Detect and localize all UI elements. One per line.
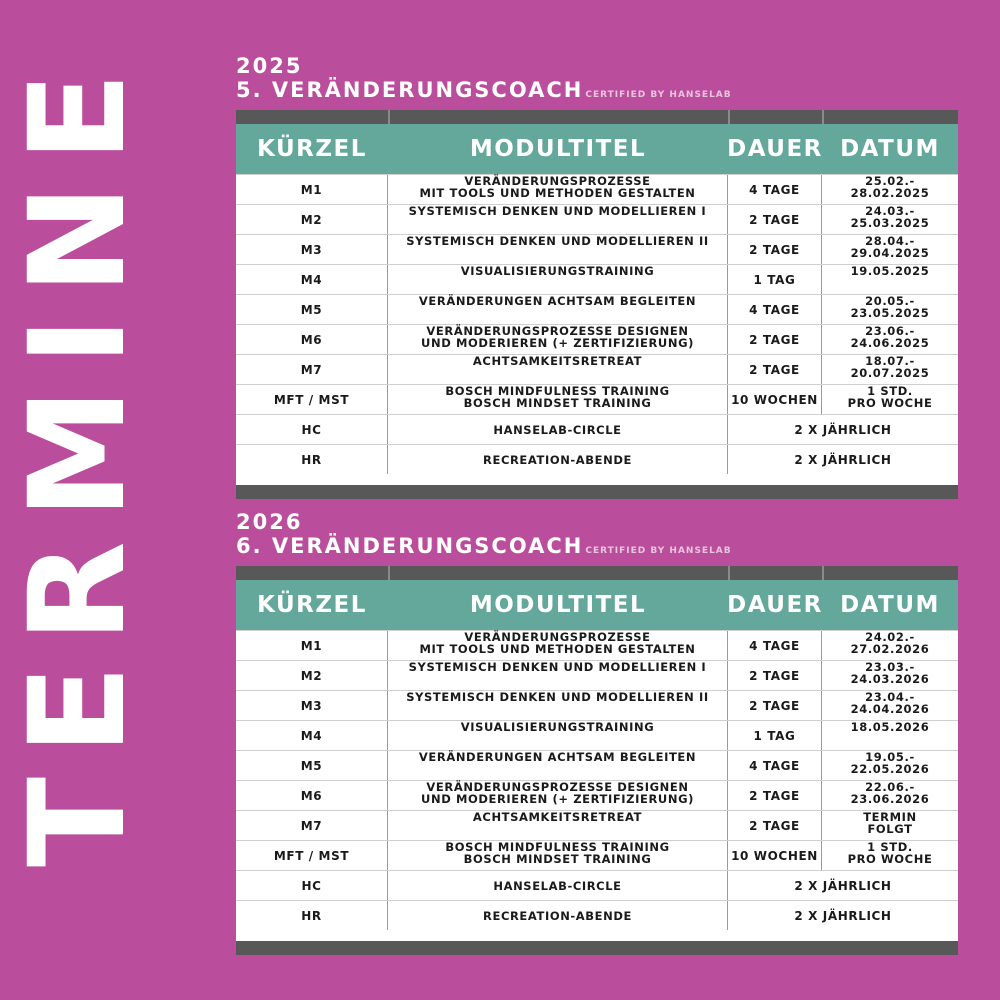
module-date (822, 205, 958, 234)
module-code: M4 (236, 265, 388, 294)
module-date-line-1: 23.03.- (865, 660, 915, 674)
table-bottom-padding (236, 474, 958, 485)
table-row (236, 444, 958, 474)
module-date-text (851, 265, 930, 294)
column-divider-tick (822, 110, 824, 124)
module-title-text (406, 235, 709, 264)
module-title-line-2: BOSCH MINDSET TRAINING (463, 852, 652, 866)
module-date (822, 385, 958, 414)
module-date-line-1: 25.02.- (865, 174, 915, 188)
module-date (822, 355, 958, 384)
side-title: TERMINE (1, 50, 155, 867)
table-top-bar (236, 566, 958, 580)
module-title (388, 175, 728, 204)
module-date-line-2: 23.06.2026 (850, 792, 930, 806)
table-row (236, 264, 958, 294)
module-date (822, 661, 958, 690)
module-title: RECREATION-ABENDE (388, 445, 728, 474)
table-row (236, 234, 958, 264)
module-date-text (851, 355, 930, 384)
module-title (388, 265, 728, 294)
table-header (236, 580, 958, 630)
module-title-line-1: BOSCH MINDFULNESS TRAINING (445, 840, 670, 854)
module-date-line-1: 20.05.- (865, 294, 915, 308)
table-row (236, 324, 958, 354)
header-modultitel: MODULTITEL (469, 136, 647, 162)
module-date-line-2: PRO WOCHE (847, 396, 933, 410)
section-year: 2025 (236, 54, 303, 78)
module-title-text (419, 175, 695, 204)
module-title (388, 295, 728, 324)
module-date-line-1: 18.07.- (865, 354, 915, 368)
module-title (388, 751, 728, 780)
module-date (822, 295, 958, 324)
module-code: HC (236, 871, 388, 900)
module-date (822, 175, 958, 204)
module-date-text (863, 811, 917, 840)
module-date-line-2: 24.04.2026 (850, 702, 930, 716)
module-title-text (419, 751, 696, 780)
module-date-line-2: 27.02.2026 (850, 642, 930, 656)
module-title-line-1: VERÄNDERUNGEN ACHTSAM BEGLEITEN (418, 294, 697, 308)
module-title-text (445, 385, 669, 414)
module-title-text (409, 661, 707, 690)
module-date-text (851, 631, 930, 660)
module-code: M6 (236, 781, 388, 810)
module-date-line-1: 23.06.- (865, 324, 915, 338)
module-date-text (851, 175, 930, 204)
table-row (236, 294, 958, 324)
module-date (822, 811, 958, 840)
module-code: MFT / MST (236, 385, 388, 414)
module-title-line-1: SYSTEMISCH DENKEN UND MODELLIEREN II (406, 234, 709, 248)
schedule-table (236, 566, 958, 955)
module-title (388, 325, 728, 354)
table-row (236, 354, 958, 384)
module-date-line-1: 22.06.- (865, 780, 915, 794)
module-date-line-1: 1 STD. (867, 840, 913, 854)
module-date-line-1: 19.05.- (865, 750, 915, 764)
module-title-line-1: ACHTSAMKEITSRETREAT (472, 810, 643, 824)
module-title: HANSELAB-CIRCLE (388, 415, 728, 444)
module-title (388, 811, 728, 840)
column-divider-tick (388, 566, 390, 580)
module-code: M5 (236, 295, 388, 324)
frequency-value: 2 X JÄHRLICH (794, 878, 892, 893)
module-code: M7 (236, 355, 388, 384)
module-date-text (851, 691, 930, 720)
section-year: 2026 (236, 510, 303, 534)
module-title-line-1: VISUALISIERUNGSTRAINING (460, 264, 655, 278)
table-row (236, 630, 958, 660)
header-dauer: DAUER (727, 592, 823, 618)
module-code: HR (236, 901, 388, 930)
module-duration: 2 TAGE (728, 781, 822, 810)
module-code: M1 (236, 175, 388, 204)
module-title-line-1: SYSTEMISCH DENKEN UND MODELLIEREN I (408, 204, 707, 218)
module-date-text (851, 325, 930, 354)
module-date-line-2: PRO WOCHE (847, 852, 933, 866)
column-divider-tick (822, 566, 824, 580)
module-title-text (421, 325, 694, 354)
module-title-line-1: SYSTEMISCH DENKEN UND MODELLIEREN I (408, 660, 707, 674)
module-title-line-2: BOSCH MINDSET TRAINING (463, 396, 652, 410)
module-title-line-2: UND MODERIEREN (+ ZERTIFIZIERUNG) (421, 792, 694, 806)
module-title (388, 205, 728, 234)
course-name: 6. VERÄNDERUNGSCOACH (236, 534, 584, 558)
module-duration: 10 WOCHEN (728, 841, 822, 870)
module-date-text (851, 661, 930, 690)
module-date-line-2: 24.06.2025 (850, 336, 930, 350)
course-name: 5. VERÄNDERUNGSCOACH (236, 78, 584, 102)
table-row (236, 690, 958, 720)
header-kuerzel: KÜRZEL (257, 136, 367, 162)
module-code: M3 (236, 691, 388, 720)
module-title-text (406, 691, 709, 720)
certified-label: CERTIFIED BY HANSELAB (585, 90, 732, 100)
module-duration: 4 TAGE (728, 631, 822, 660)
schedule-2025 (236, 54, 958, 499)
table-row (236, 204, 958, 234)
module-date-line-1: 28.04.- (865, 234, 915, 248)
module-date (822, 691, 958, 720)
module-duration: 4 TAGE (728, 175, 822, 204)
table-row (236, 720, 958, 750)
header-modultitel: MODULTITEL (469, 592, 647, 618)
module-title (388, 355, 728, 384)
module-date-line-1: 19.05.2025 (850, 264, 930, 278)
module-date-line-2: 22.05.2026 (850, 762, 930, 776)
module-duration: 2 TAGE (728, 811, 822, 840)
module-title (388, 631, 728, 660)
frequency-value: 2 X JÄHRLICH (794, 452, 892, 467)
table-bottom-padding (236, 930, 958, 941)
table-row (236, 660, 958, 690)
module-title (388, 235, 728, 264)
module-date-line-2: 29.04.2025 (850, 246, 930, 260)
table-header (236, 124, 958, 174)
module-date-line-2: 20.07.2025 (850, 366, 930, 380)
module-title-line-1: BOSCH MINDFULNESS TRAINING (445, 384, 670, 398)
module-duration: 4 TAGE (728, 751, 822, 780)
module-duration: 4 TAGE (728, 295, 822, 324)
table-row (236, 750, 958, 780)
module-title: RECREATION-ABENDE (388, 901, 728, 930)
module-title (388, 721, 728, 750)
course-title (236, 78, 958, 107)
module-date-line-1: 24.03.- (865, 204, 915, 218)
module-code: M3 (236, 235, 388, 264)
module-title-text (473, 355, 642, 384)
module-title-text (421, 781, 694, 810)
schedule-2026 (236, 510, 958, 955)
module-date-line-1: TERMIN (863, 810, 917, 824)
table-bottom-bar (236, 941, 958, 955)
table-row (236, 900, 958, 930)
module-date (822, 781, 958, 810)
module-code: M2 (236, 661, 388, 690)
table-row (236, 414, 958, 444)
module-title (388, 691, 728, 720)
module-duration: 2 TAGE (728, 235, 822, 264)
frequency-value: 2 X JÄHRLICH (794, 908, 892, 923)
module-date-line-1: 24.02.- (865, 630, 915, 644)
module-date-line-2: 25.03.2025 (850, 216, 930, 230)
module-code: MFT / MST (236, 841, 388, 870)
table-row (236, 810, 958, 840)
module-title-line-1: VERÄNDERUNGSPROZESSE DESIGNEN (426, 780, 689, 794)
module-title-text (419, 631, 695, 660)
module-title (388, 661, 728, 690)
module-title-text (445, 841, 669, 870)
module-date (822, 721, 958, 750)
module-title-text (419, 295, 696, 324)
module-title-line-2: MIT TOOLS UND METHODEN GESTALTEN (419, 642, 696, 656)
column-divider-tick (728, 110, 730, 124)
module-date-text (851, 781, 930, 810)
module-title-line-2: MIT TOOLS UND METHODEN GESTALTEN (419, 186, 696, 200)
module-date-line-1: 23.04.- (865, 690, 915, 704)
module-title-line-1: SYSTEMISCH DENKEN UND MODELLIEREN II (406, 690, 709, 704)
table-bottom-bar (236, 485, 958, 499)
module-date-line-1: 1 STD. (867, 384, 913, 398)
module-title-line-1: VISUALISIERUNGSTRAINING (460, 720, 655, 734)
module-date (822, 265, 958, 294)
module-duration: 10 WOCHEN (728, 385, 822, 414)
module-title-text (473, 811, 642, 840)
module-code: HC (236, 415, 388, 444)
module-date-line-2: 28.02.2025 (850, 186, 930, 200)
module-title-text (409, 205, 707, 234)
module-duration: 2 TAGE (728, 325, 822, 354)
module-date (822, 631, 958, 660)
module-date-text (851, 295, 930, 324)
module-date-text (851, 721, 930, 750)
table-row (236, 780, 958, 810)
table-top-bar (236, 110, 958, 124)
module-title-line-1: VERÄNDERUNGEN ACHTSAM BEGLEITEN (418, 750, 697, 764)
module-date-line-1: 18.05.2026 (850, 720, 930, 734)
module-date-text (851, 205, 930, 234)
module-code: M7 (236, 811, 388, 840)
header-datum: DATUM (840, 136, 940, 162)
table-row (236, 840, 958, 870)
module-duration: 2 TAGE (728, 355, 822, 384)
module-title-line-2: UND MODERIEREN (+ ZERTIFIZIERUNG) (421, 336, 694, 350)
module-title-line-1: VERÄNDERUNGSPROZESSE DESIGNEN (426, 324, 689, 338)
module-title-text (461, 721, 655, 750)
module-duration: 2 TAGE (728, 691, 822, 720)
module-code: M2 (236, 205, 388, 234)
column-divider-tick (728, 566, 730, 580)
module-duration: 2 TAGE (728, 205, 822, 234)
module-duration: 1 TAG (728, 721, 822, 750)
module-date (822, 325, 958, 354)
module-title (388, 385, 728, 414)
module-title-line-1: VERÄNDERUNGSPROZESSE (464, 174, 651, 188)
header-dauer: DAUER (727, 136, 823, 162)
module-date-text (848, 841, 933, 870)
schedule-table (236, 110, 958, 499)
module-code: M1 (236, 631, 388, 660)
module-code: M4 (236, 721, 388, 750)
module-code: HR (236, 445, 388, 474)
frequency-value: 2 X JÄHRLICH (794, 422, 892, 437)
module-date-text (851, 751, 930, 780)
module-date-line-2: 24.03.2026 (850, 672, 930, 686)
course-title (236, 534, 958, 563)
module-duration: 2 TAGE (728, 661, 822, 690)
module-code: M5 (236, 751, 388, 780)
module-title-line-1: VERÄNDERUNGSPROZESSE (464, 630, 651, 644)
module-duration: 1 TAG (728, 265, 822, 294)
header-datum: DATUM (840, 592, 940, 618)
column-divider-tick (388, 110, 390, 124)
table-row (236, 384, 958, 414)
module-title-text (461, 265, 655, 294)
module-date-line-2: 23.05.2025 (850, 306, 930, 320)
module-title (388, 781, 728, 810)
module-date (822, 841, 958, 870)
module-date (822, 751, 958, 780)
table-row (236, 174, 958, 204)
certified-label: CERTIFIED BY HANSELAB (585, 546, 732, 556)
module-title (388, 841, 728, 870)
module-date (822, 235, 958, 264)
module-code: M6 (236, 325, 388, 354)
header-kuerzel: KÜRZEL (257, 592, 367, 618)
table-row (236, 870, 958, 900)
module-date-text (848, 385, 933, 414)
module-title-line-1: ACHTSAMKEITSRETREAT (472, 354, 643, 368)
module-date-line-2: FOLGT (867, 822, 913, 836)
module-date-text (851, 235, 930, 264)
module-title: HANSELAB-CIRCLE (388, 871, 728, 900)
